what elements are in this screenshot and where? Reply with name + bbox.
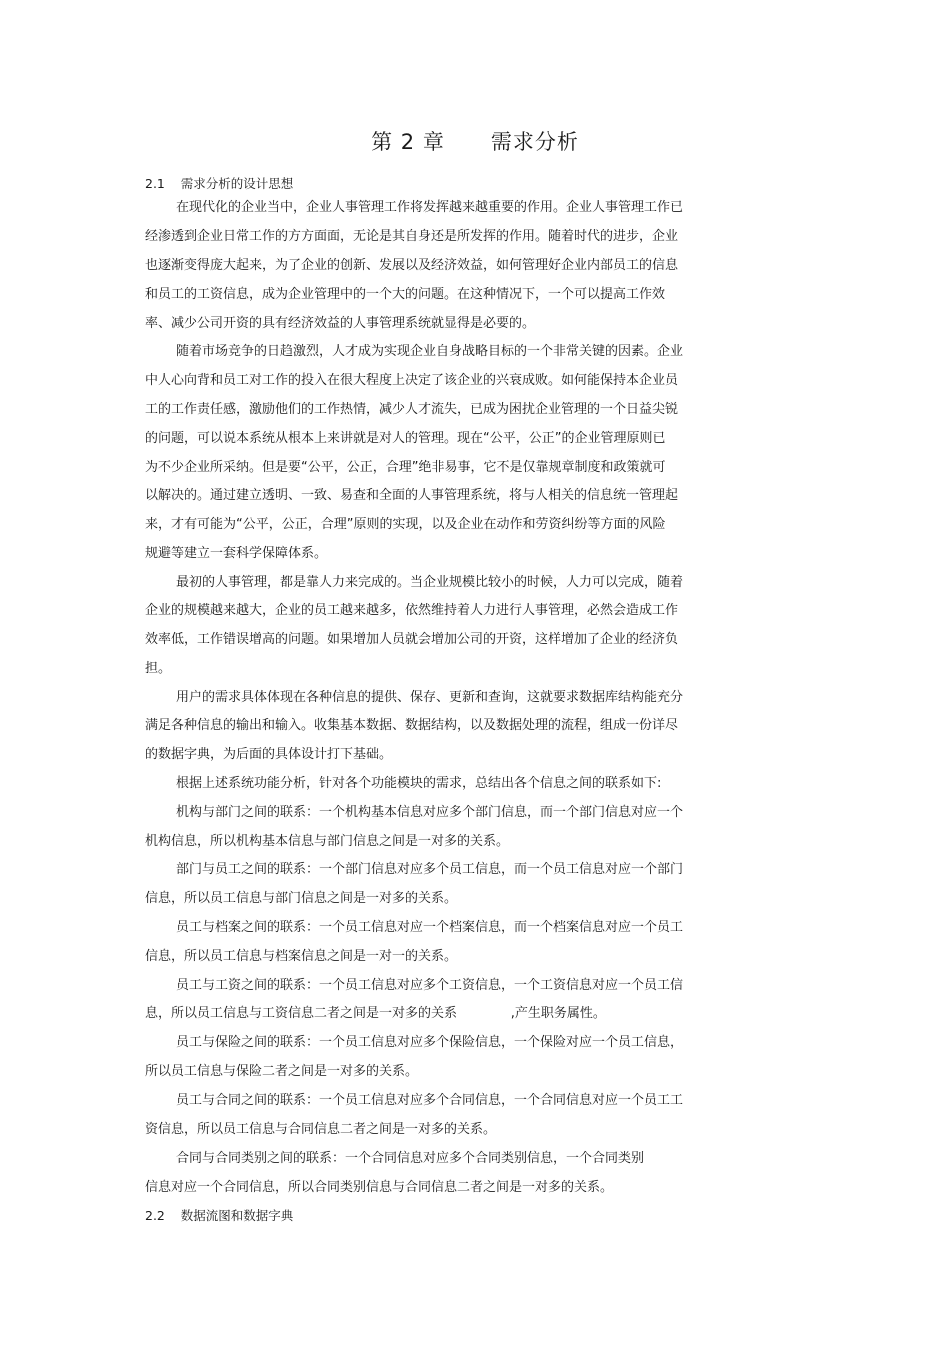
- section-heading-2-2: 2.2 数据流图和数据字典: [145, 1208, 294, 1223]
- paragraph-line: 满足各种信息的输出和输入。收集基本数据、数据结构，以及数据处理的流程，组成一份详尽: [145, 718, 679, 733]
- paragraph-line: 最初的人事管理，都是靠人力来完成的。当企业规模比较小的时候，人力可以完成，随着: [176, 575, 684, 590]
- paragraph-line: 息，所以员工信息与工资信息二者之间是一对多的关系 ,产生职务属性。: [145, 1006, 606, 1021]
- section-heading-2-1: 2.1 需求分析的设计思想: [145, 176, 294, 191]
- paragraph-line: 资信息，所以员工信息与合同信息二者之间是一对多的关系。: [145, 1122, 497, 1137]
- paragraph-line: 为不少企业所采纳。但是要“公平，公正，合理”绝非易事，它不是仅靠规章制度和政策就可: [145, 460, 666, 475]
- chapter-title: 第 2 章 需求分析: [371, 130, 579, 154]
- paragraph-line: 机构信息，所以机构基本信息与部门信息之间是一对多的关系。: [145, 834, 510, 849]
- paragraph-line: 信息，所以员工信息与档案信息之间是一对一的关系。: [145, 949, 458, 964]
- paragraph-line: 来，才有可能为“公平，公正，合理”原则的实现，以及企业在动作和劳资纠纷等方面的风险: [145, 517, 666, 532]
- paragraph-line: 员工与合同之间的联系：一个员工信息对应多个合同信息，一个合同信息对应一个员工工: [176, 1093, 684, 1108]
- paragraph-line: 所以员工信息与保险二者之间是一对多的关系。: [145, 1064, 419, 1079]
- paragraph-line: 担。: [145, 661, 172, 676]
- paragraph-line: 效率低，工作错误增高的问题。如果增加人员就会增加公司的开资，这样增加了企业的经济负: [145, 632, 679, 647]
- paragraph-line: 用户的需求具体体现在各种信息的提供、保存、更新和查询，这就要求数据库结构能充分: [176, 690, 684, 705]
- paragraph-line: 信息对应一个合同信息，所以合同类别信息与合同信息二者之间是一对多的关系。: [145, 1180, 614, 1195]
- paragraph-line: 在现代化的企业当中，企业人事管理工作将发挥越来越重要的作用。企业人事管理工作已: [176, 200, 684, 215]
- paragraph-line: 的问题，可以说本系统从根本上来讲就是对人的管理。现在“公平，公正”的企业管理原则已: [145, 431, 666, 446]
- paragraph-line: 合同与合同类别之间的联系：一个合同信息对应多个合同类别信息，一个合同类别: [176, 1151, 645, 1166]
- paragraph-line: 机构与部门之间的联系：一个机构基本信息对应多个部门信息，而一个部门信息对应一个: [176, 805, 684, 820]
- paragraph-line: 和员工的工资信息，成为企业管理中的一个大的问题。在这种情况下，一个可以提高工作效: [145, 287, 666, 302]
- paragraph-line: 员工与保险之间的联系：一个员工信息对应多个保险信息，一个保险对应一个员工信息，: [176, 1035, 684, 1050]
- paragraph-line: 也逐渐变得庞大起来，为了企业的创新、发展以及经济效益，如何管理好企业内部员工的信息: [145, 258, 679, 273]
- paragraph-line: 部门与员工之间的联系：一个部门信息对应多个员工信息，而一个员工信息对应一个部门: [176, 862, 684, 877]
- paragraph-line: 经渗透到企业日常工作的方方面面，无论是其自身还是所发挥的作用。随着时代的进步，企业: [145, 229, 679, 244]
- paragraph-line: 员工与工资之间的联系：一个员工信息对应多个工资信息，一个工资信息对应一个员工信: [176, 978, 684, 993]
- paragraph-line: 工的工作责任感，激励他们的工作热情，减少人才流失，已成为困扰企业管理的一个日益尖锐: [145, 402, 679, 417]
- paragraph-line: 的数据字典，为后面的具体设计打下基础。: [145, 747, 393, 762]
- paragraph-line: 企业的规模越来越大，企业的员工越来越多，依然维持着人力进行人事管理，必然会造成工作: [145, 603, 679, 618]
- paragraph-line: 信息，所以员工信息与部门信息之间是一对多的关系。: [145, 891, 458, 906]
- paragraph-line: 率、减少公司开资的具有经济效益的人事管理系统就显得是必要的。: [145, 316, 536, 331]
- paragraph-line: 根据上述系统功能分析，针对各个功能模块的需求，总结出各个信息之间的联系如下:: [176, 776, 662, 791]
- paragraph-line: 规避等建立一套科学保障体系。: [145, 546, 328, 561]
- paragraph-line: 中人心向背和员工对工作的投入在很大程度上决定了该企业的兴衰成败。如何能保持本企业员: [145, 373, 679, 388]
- paragraph-line: 以解决的。通过建立透明、一致、易查和全面的人事管理系统，将与人相关的信息统一管理起: [145, 488, 679, 503]
- paragraph-line: 员工与档案之间的联系：一个员工信息对应一个档案信息，而一个档案信息对应一个员工: [176, 920, 684, 935]
- paragraph-line: 随着市场竞争的日趋激烈，人才成为实现企业自身战略目标的一个非常关键的因素。企业: [176, 344, 684, 359]
